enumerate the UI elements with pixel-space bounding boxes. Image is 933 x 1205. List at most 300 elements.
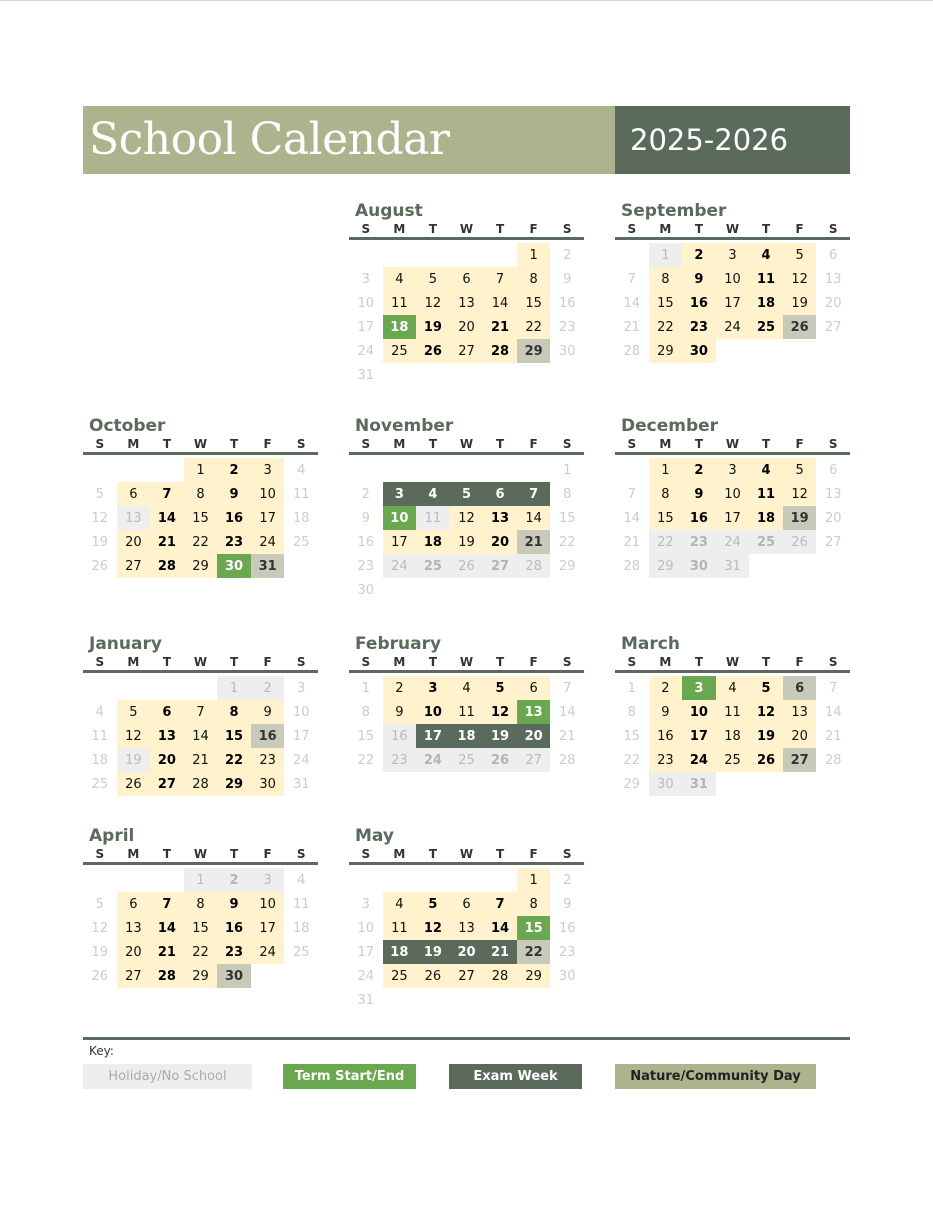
day-cell: 6 [450, 892, 484, 916]
weekday-label: S [627, 655, 637, 669]
weekday-label: W [193, 437, 208, 451]
day-cell: 24 [357, 968, 375, 984]
day-cell: 22 [649, 315, 683, 339]
day-cell: 27 [117, 964, 151, 988]
month-december [615, 416, 850, 578]
month-name: March [621, 634, 680, 654]
day-cell: 14 [150, 506, 184, 530]
day-cell: 21 [558, 728, 576, 744]
empty-cell [383, 458, 417, 482]
day-cell: 6 [450, 267, 484, 291]
empty-cell [83, 676, 117, 700]
weekday-header [349, 437, 584, 451]
day-cell: 28 [623, 343, 641, 359]
day-cell: 3 [251, 458, 285, 482]
day-cell: 19 [783, 291, 817, 315]
month-january [83, 634, 318, 796]
day-cell: 1 [517, 243, 551, 267]
day-cell: 11 [749, 267, 783, 291]
day-cell: 20 [117, 530, 151, 554]
day-cell: 26 [416, 339, 450, 363]
day-cell: 26 [749, 748, 783, 772]
weekday-label: S [361, 655, 371, 669]
day-cell: 13 [450, 916, 484, 940]
day-cell: 24 [716, 315, 750, 339]
weekday-label: W [459, 847, 474, 861]
day-cell: 28 [150, 964, 184, 988]
day-cell: 8 [627, 704, 636, 720]
day-cell: 31 [292, 776, 310, 792]
day-cell: 27 [517, 748, 551, 772]
day-cell: 14 [517, 506, 551, 530]
day-cell: 10 [292, 704, 310, 720]
day-cell: 9 [563, 271, 572, 287]
day-cell: 21 [517, 530, 551, 554]
month-divider [349, 670, 584, 673]
day-cell: 2 [649, 676, 683, 700]
weekday-label: T [761, 222, 771, 236]
day-cell: 29 [184, 554, 218, 578]
day-cell: 20 [483, 530, 517, 554]
weekday-label: M [659, 437, 672, 451]
day-cell: 6 [783, 676, 817, 700]
weekday-label: T [428, 437, 437, 451]
day-cell: 31 [357, 367, 375, 383]
page-title: School Calendar [89, 114, 450, 165]
day-cell: 17 [292, 728, 310, 744]
weekday-label: F [795, 655, 804, 669]
day-cell: 29 [517, 339, 551, 363]
day-cell: 12 [416, 916, 450, 940]
weekday-label: S [627, 437, 637, 451]
weekday-label: T [761, 437, 771, 451]
day-cell: 22 [649, 530, 683, 554]
day-cell: 21 [483, 940, 517, 964]
weekday-header [349, 847, 584, 861]
day-cell: 14 [824, 704, 842, 720]
empty-cell [150, 458, 184, 482]
day-cell: 5 [483, 676, 517, 700]
weekday-label: W [725, 655, 740, 669]
empty-cell [483, 868, 517, 892]
day-cell: 8 [361, 704, 370, 720]
day-cell: 22 [184, 940, 218, 964]
day-cell: 14 [623, 510, 641, 526]
empty-cell [150, 676, 184, 700]
day-cell: 9 [563, 896, 572, 912]
day-cell: 27 [450, 964, 484, 988]
weekday-label: M [127, 847, 140, 861]
day-cell: 27 [783, 748, 817, 772]
day-cell: 6 [117, 892, 151, 916]
weekday-header [615, 655, 850, 669]
day-cell: 29 [217, 772, 251, 796]
day-cell: 11 [383, 291, 417, 315]
day-cell: 1 [649, 458, 683, 482]
day-cell: 25 [716, 748, 750, 772]
key-term-start-end: Term Start/End [283, 1064, 416, 1089]
day-cell: 23 [357, 558, 375, 574]
month-august [349, 201, 584, 387]
day-cell: 2 [217, 868, 251, 892]
day-cell: 20 [824, 510, 842, 526]
weekday-header [349, 655, 584, 669]
day-cell: 18 [292, 920, 310, 936]
month-divider [615, 670, 850, 673]
day-cell: 21 [824, 728, 842, 744]
day-cell: 29 [184, 964, 218, 988]
month-april [83, 826, 318, 988]
day-cell: 21 [150, 940, 184, 964]
day-cell: 15 [517, 916, 551, 940]
weekday-label: S [361, 222, 371, 236]
day-cell: 16 [217, 506, 251, 530]
day-cell: 13 [517, 700, 551, 724]
day-cell: 1 [184, 458, 218, 482]
weekday-label: T [495, 437, 505, 451]
day-cell: 23 [682, 315, 716, 339]
month-name: November [355, 416, 454, 436]
weekday-header [349, 222, 584, 236]
day-cell: 15 [184, 506, 218, 530]
empty-cell [184, 676, 218, 700]
day-cell: 1 [361, 680, 370, 696]
month-divider [83, 862, 318, 865]
day-cell: 9 [682, 267, 716, 291]
day-cell: 9 [649, 700, 683, 724]
weekday-label: S [562, 222, 572, 236]
day-cell: 27 [824, 534, 842, 550]
month-name: October [89, 416, 166, 436]
month-divider [349, 862, 584, 865]
month-march [615, 634, 850, 796]
day-cell: 25 [383, 339, 417, 363]
day-cell: 30 [558, 343, 576, 359]
day-cell: 17 [716, 506, 750, 530]
day-cell: 12 [117, 724, 151, 748]
day-cell: 4 [95, 704, 104, 720]
month-name: January [89, 634, 162, 654]
weekday-label: F [529, 222, 538, 236]
day-cell: 18 [91, 752, 109, 768]
day-cell: 27 [150, 772, 184, 796]
weekday-label: W [725, 437, 740, 451]
empty-cell [483, 243, 517, 267]
day-cell: 10 [716, 267, 750, 291]
day-cell: 2 [682, 458, 716, 482]
day-cell: 16 [383, 724, 417, 748]
day-cell: 10 [251, 482, 285, 506]
day-cell: 27 [483, 554, 517, 578]
day-cell: 29 [649, 339, 683, 363]
day-cell: 1 [217, 676, 251, 700]
day-cell: 24 [251, 940, 285, 964]
day-cell: 2 [251, 676, 285, 700]
day-cell: 14 [483, 291, 517, 315]
weekday-label: T [761, 655, 771, 669]
day-cell: 9 [383, 700, 417, 724]
day-cell: 8 [649, 482, 683, 506]
empty-cell [483, 458, 517, 482]
weekday-label: W [459, 655, 474, 669]
day-cell: 31 [682, 772, 716, 796]
day-cell: 15 [357, 728, 375, 744]
day-cell: 28 [150, 554, 184, 578]
weekday-label: T [495, 222, 505, 236]
day-cell: 14 [558, 704, 576, 720]
weekday-label: T [229, 437, 239, 451]
key-divider [83, 1037, 850, 1040]
weekday-label: T [162, 847, 171, 861]
day-cell: 3 [383, 482, 417, 506]
empty-cell [117, 458, 151, 482]
weekday-header [83, 437, 318, 451]
weekday-label: F [263, 437, 272, 451]
weekday-label: M [127, 655, 140, 669]
empty-cell [349, 458, 383, 482]
day-cell: 28 [184, 772, 218, 796]
day-cell: 1 [627, 680, 636, 696]
day-cell: 25 [292, 534, 310, 550]
month-name: April [89, 826, 135, 846]
weekday-label: W [193, 847, 208, 861]
day-cell: 25 [416, 554, 450, 578]
weekday-label: T [694, 655, 703, 669]
day-cell: 11 [416, 506, 450, 530]
day-cell: 23 [558, 944, 576, 960]
day-cell: 20 [824, 295, 842, 311]
day-cell: 19 [450, 530, 484, 554]
day-cell: 11 [749, 482, 783, 506]
day-cell: 24 [251, 530, 285, 554]
day-cell: 11 [716, 700, 750, 724]
day-cell: 23 [558, 319, 576, 335]
day-cell: 22 [623, 752, 641, 768]
day-cell: 12 [450, 506, 484, 530]
day-cell: 23 [217, 530, 251, 554]
day-cell: 1 [649, 243, 683, 267]
month-name: September [621, 201, 727, 221]
weekday-label: S [296, 437, 306, 451]
day-cell: 22 [517, 315, 551, 339]
title-banner [83, 106, 615, 174]
empty-cell [83, 458, 117, 482]
day-cell: 19 [117, 748, 151, 772]
month-name: February [355, 634, 442, 654]
day-cell: 6 [829, 247, 838, 263]
day-cell: 16 [682, 506, 716, 530]
day-cell: 4 [383, 267, 417, 291]
day-cell: 7 [150, 892, 184, 916]
day-cell: 20 [517, 724, 551, 748]
month-september [615, 201, 850, 363]
day-cell: 18 [383, 940, 417, 964]
day-cell: 19 [91, 534, 109, 550]
weekday-label: S [828, 437, 838, 451]
day-cell: 2 [383, 676, 417, 700]
day-cell: 6 [150, 700, 184, 724]
day-cell: 7 [563, 680, 572, 696]
day-cell: 31 [716, 554, 750, 578]
weekday-label: T [428, 655, 437, 669]
empty-cell [615, 458, 649, 482]
day-cell: 8 [517, 892, 551, 916]
day-cell: 27 [824, 319, 842, 335]
day-cell: 20 [783, 724, 817, 748]
day-cell: 16 [558, 920, 576, 936]
weekday-label: M [393, 655, 406, 669]
day-cell: 15 [649, 291, 683, 315]
empty-cell [416, 243, 450, 267]
weekday-label: T [229, 847, 239, 861]
day-cell: 16 [682, 291, 716, 315]
day-cell: 27 [450, 339, 484, 363]
weekday-label: S [95, 847, 105, 861]
day-cell: 14 [150, 916, 184, 940]
month-may [349, 826, 584, 1012]
weekday-label: S [95, 655, 105, 669]
day-cell: 10 [251, 892, 285, 916]
day-cell: 30 [558, 968, 576, 984]
top-border [0, 0, 933, 1]
day-cell: 10 [357, 295, 375, 311]
day-cell: 11 [292, 896, 310, 912]
day-cell: 10 [383, 506, 417, 530]
day-cell: 4 [450, 676, 484, 700]
empty-cell [450, 868, 484, 892]
day-cell: 13 [824, 486, 842, 502]
day-grid [349, 676, 584, 772]
day-cell: 26 [91, 558, 109, 574]
day-cell: 28 [517, 554, 551, 578]
weekday-label: M [659, 655, 672, 669]
day-cell: 8 [517, 267, 551, 291]
day-cell: 12 [483, 700, 517, 724]
day-cell: 30 [251, 772, 285, 796]
day-cell: 24 [383, 554, 417, 578]
day-cell: 26 [783, 530, 817, 554]
day-grid [83, 868, 318, 988]
day-cell: 20 [450, 940, 484, 964]
weekday-header [83, 655, 318, 669]
day-cell: 13 [117, 506, 151, 530]
empty-cell [150, 868, 184, 892]
day-cell: 1 [563, 462, 572, 478]
day-cell: 18 [416, 530, 450, 554]
day-cell: 4 [749, 458, 783, 482]
day-cell: 9 [251, 700, 285, 724]
day-cell: 30 [682, 339, 716, 363]
day-cell: 19 [416, 315, 450, 339]
day-grid [615, 243, 850, 363]
weekday-label: F [263, 655, 272, 669]
day-cell: 31 [251, 554, 285, 578]
day-cell: 9 [682, 482, 716, 506]
day-cell: 7 [517, 482, 551, 506]
day-cell: 23 [251, 748, 285, 772]
day-cell: 11 [292, 486, 310, 502]
weekday-label: S [828, 222, 838, 236]
day-cell: 26 [450, 554, 484, 578]
day-cell: 9 [217, 892, 251, 916]
day-cell: 13 [483, 506, 517, 530]
day-cell: 21 [184, 748, 218, 772]
day-cell: 1 [184, 868, 218, 892]
weekday-label: F [529, 847, 538, 861]
weekday-label: M [393, 437, 406, 451]
day-cell: 3 [251, 868, 285, 892]
weekday-label: T [428, 847, 437, 861]
weekday-label: S [562, 437, 572, 451]
day-cell: 4 [383, 892, 417, 916]
day-cell: 3 [682, 676, 716, 700]
day-cell: 1 [517, 868, 551, 892]
weekday-label: W [459, 437, 474, 451]
day-grid [349, 458, 584, 602]
month-divider [615, 237, 850, 240]
day-cell: 7 [829, 680, 838, 696]
month-name: August [355, 201, 423, 221]
day-cell: 8 [184, 892, 218, 916]
day-cell: 24 [357, 343, 375, 359]
day-cell: 2 [361, 486, 370, 502]
month-name: December [621, 416, 719, 436]
day-cell: 3 [716, 243, 750, 267]
day-cell: 14 [184, 724, 218, 748]
empty-cell [517, 458, 551, 482]
weekday-label: S [627, 222, 637, 236]
weekday-label: W [725, 222, 740, 236]
day-grid [615, 676, 850, 796]
day-cell: 21 [623, 534, 641, 550]
day-cell: 26 [783, 315, 817, 339]
day-cell: 16 [251, 724, 285, 748]
day-cell: 6 [117, 482, 151, 506]
day-cell: 28 [558, 752, 576, 768]
weekday-label: F [795, 222, 804, 236]
weekday-label: M [393, 847, 406, 861]
day-cell: 5 [95, 486, 104, 502]
day-cell: 3 [416, 676, 450, 700]
empty-cell [349, 243, 383, 267]
day-cell: 20 [117, 940, 151, 964]
weekday-label: T [694, 222, 703, 236]
day-cell: 7 [627, 486, 636, 502]
day-cell: 26 [117, 772, 151, 796]
day-cell: 5 [749, 676, 783, 700]
day-cell: 17 [357, 319, 375, 335]
empty-cell [83, 868, 117, 892]
day-cell: 16 [217, 916, 251, 940]
month-name: May [355, 826, 394, 846]
weekday-label: M [393, 222, 406, 236]
weekday-label: T [162, 437, 171, 451]
day-cell: 20 [150, 748, 184, 772]
day-cell: 17 [383, 530, 417, 554]
day-cell: 15 [558, 510, 576, 526]
day-cell: 30 [217, 554, 251, 578]
day-cell: 7 [150, 482, 184, 506]
month-divider [83, 452, 318, 455]
day-cell: 29 [558, 558, 576, 574]
day-cell: 13 [450, 291, 484, 315]
empty-cell [117, 676, 151, 700]
weekday-label: S [296, 655, 306, 669]
day-cell: 13 [824, 271, 842, 287]
weekday-label: S [562, 847, 572, 861]
key-label: Key: [89, 1044, 114, 1058]
day-cell: 17 [682, 724, 716, 748]
